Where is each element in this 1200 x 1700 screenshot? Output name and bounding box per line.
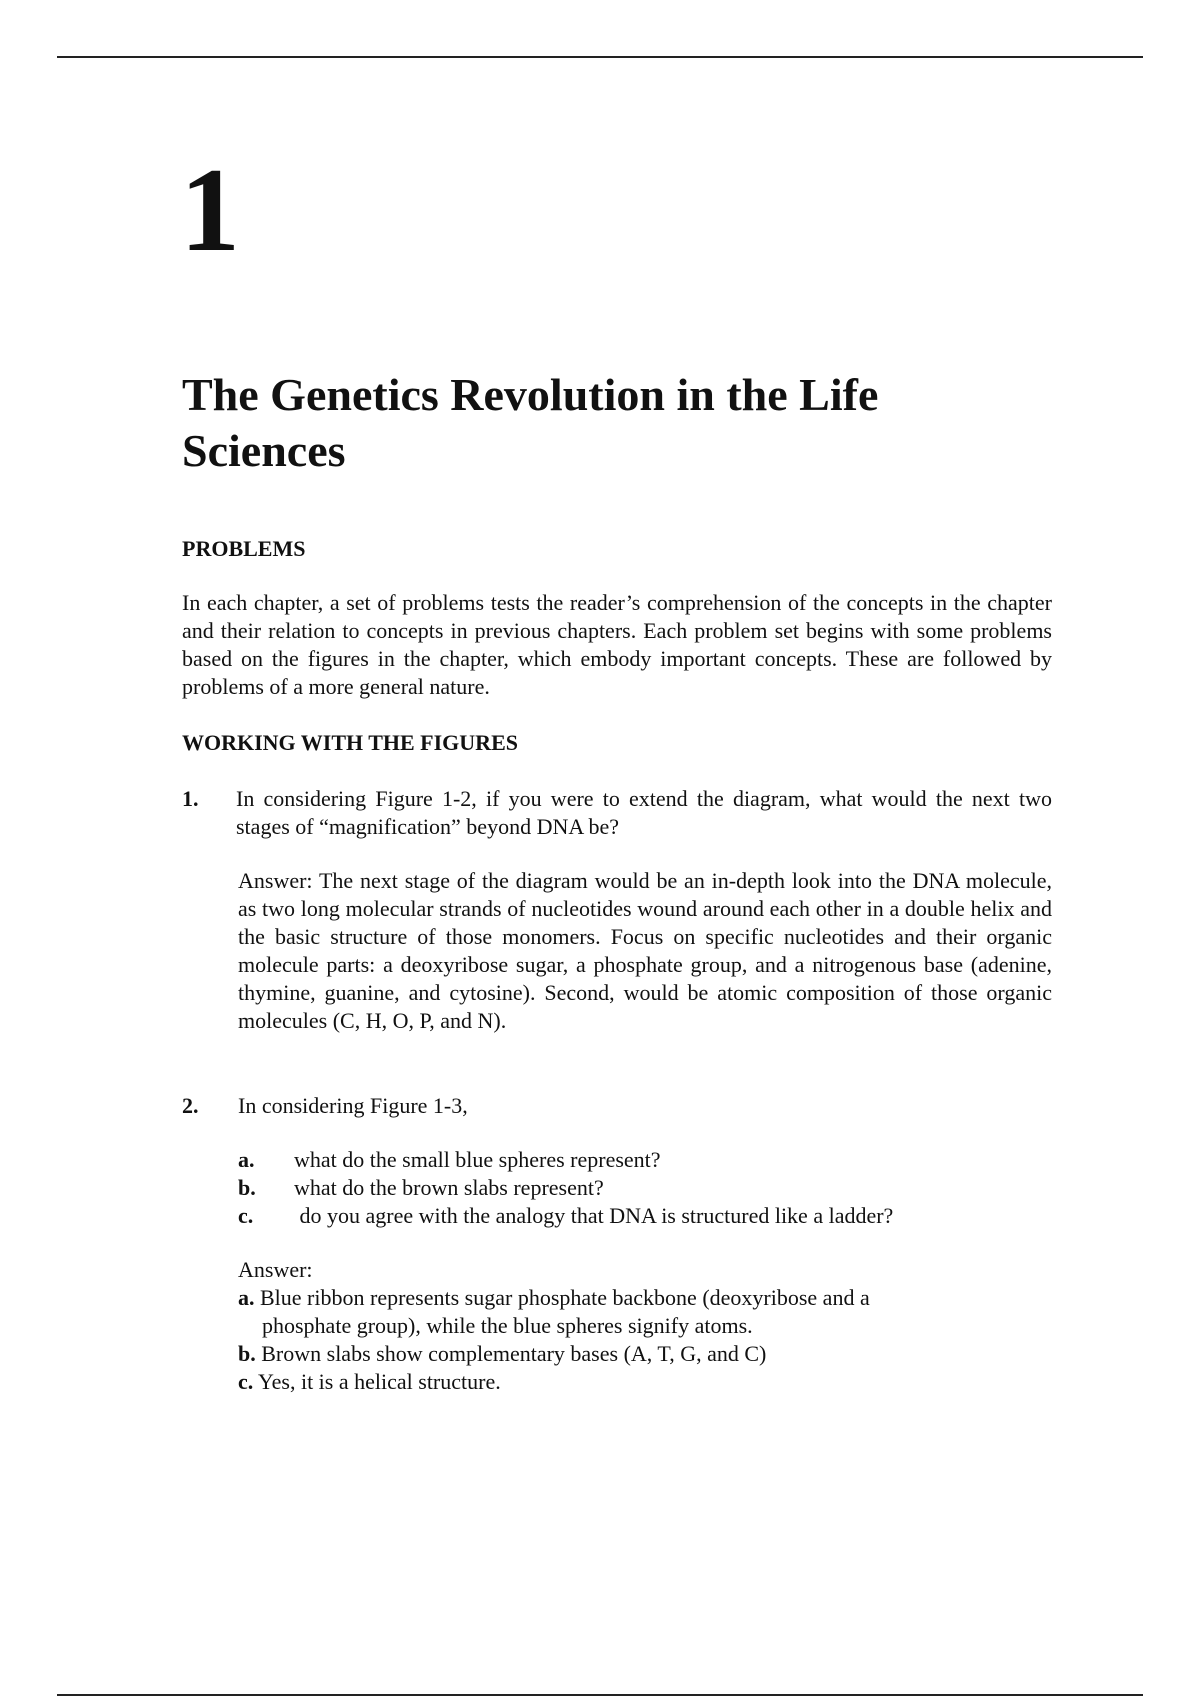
problem-1-question: In considering Figure 1-2, if you were to extend the diagram, what would the next two stages of “magnification” beyond DNA be? <box>236 786 1052 839</box>
problem-2-answer-label: Answer: <box>238 1257 313 1282</box>
problem-2-answers <box>238 1256 958 1396</box>
subquestion-a-letter: a. <box>238 1147 255 1172</box>
answer-c <box>238 1368 958 1396</box>
bottom-rule <box>57 1694 1143 1696</box>
subquestion-a <box>238 1146 1052 1174</box>
problems-heading: PROBLEMS <box>182 536 306 561</box>
answer-a <box>238 1284 958 1340</box>
chapter-number: 1 <box>180 143 240 276</box>
subquestion-b-letter: b. <box>238 1175 256 1200</box>
subquestion-b-text: what do the brown slabs represent? <box>294 1175 604 1200</box>
answer-b-letter: b. <box>238 1341 256 1366</box>
problem-2-number: 2. <box>182 1093 199 1118</box>
problem-2-subquestions <box>238 1146 1052 1230</box>
top-rule <box>57 56 1143 58</box>
subquestion-b <box>238 1174 1052 1202</box>
subquestion-c-text: do you agree with the analogy that DNA is structured like a ladder? <box>294 1203 894 1228</box>
intro-paragraph: In each chapter, a set of problems tests the reader’s comprehension of the concepts in the chapter and their relation to concepts in previous chapters. Each problem set begins with some problems based on the figures in the chapter, which embody important concepts. These are followed by problems of a more general nature. <box>182 590 1052 699</box>
subquestion-a-text: what do the small blue spheres represent? <box>294 1147 661 1172</box>
answer-c-text: Yes, it is a helical structure. <box>253 1369 501 1394</box>
problem-1-answer: Answer: The next stage of the diagram would be an in-depth look into the DNA molecule, as two long molecular strands of nucleotides wound around each other in a double helix and the basic structure of those monomers. Focus on specific nucleotides and their organic molecule parts: a deoxyribose sugar, a phosphate group, and a nitrogenous base (adenine, thymine, guanine, and cytosine). Second, would be atomic composition of those organic molecules (C, H, O, P, and N). <box>238 868 1052 1033</box>
answer-a-letter: a. <box>238 1285 255 1310</box>
chapter-title: The Genetics Revolution in the Life Sciences <box>182 369 879 476</box>
problem-1-number: 1. <box>182 786 199 811</box>
answer-a-text: Blue ribbon represents sugar phosphate backbone (deoxyribose and a phosphate group), while the blue spheres signify atoms. <box>254 1285 870 1338</box>
answer-b-text: Brown slabs show complementary bases (A, T, G, and C) <box>255 1341 767 1366</box>
problem-2-question: In considering Figure 1-3, <box>238 1093 468 1118</box>
figures-heading: WORKING WITH THE FIGURES <box>182 730 518 755</box>
problem-2 <box>182 1092 1052 1396</box>
subquestion-c <box>238 1202 1052 1230</box>
subquestion-c-letter: c. <box>238 1203 254 1228</box>
answer-b <box>238 1340 958 1368</box>
answer-c-letter: c. <box>238 1369 254 1394</box>
problem-1 <box>182 785 1052 1035</box>
